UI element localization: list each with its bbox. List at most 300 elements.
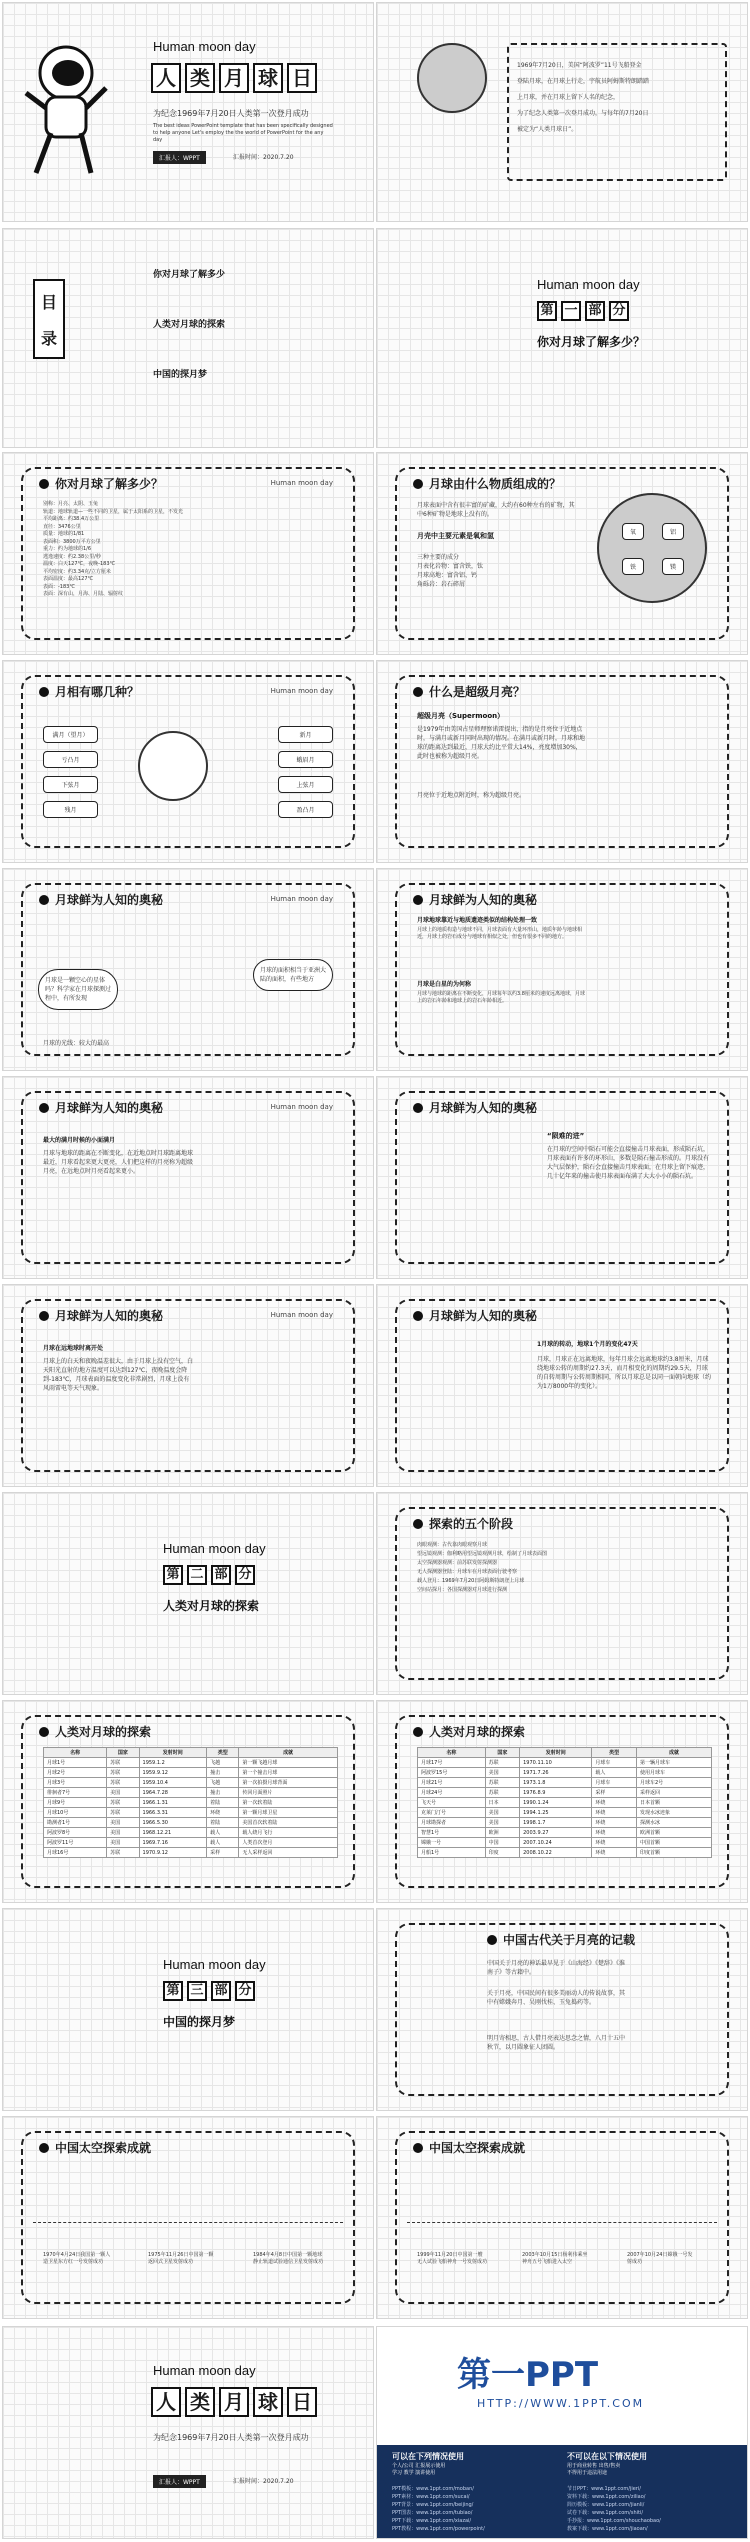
- stage-line: 太空探测器观测：前苏联发射探测器: [417, 1560, 498, 1566]
- cover-title-char: 月: [219, 63, 249, 93]
- part1-chars: [537, 301, 629, 321]
- slide-frame: [395, 2131, 729, 2304]
- table-cell: 撞击: [207, 1768, 239, 1778]
- table-cell: 撞击: [207, 1788, 239, 1798]
- slide-title: 探索的五个阶段: [413, 1515, 513, 1532]
- know-line: 质量：地球的1/81: [43, 531, 85, 537]
- slide-cover: [2, 2, 374, 222]
- table-cell: 1966.3.31: [139, 1808, 207, 1818]
- table-row: [44, 1818, 338, 1828]
- slide-part3: [2, 1908, 374, 2111]
- mystery-bottom: 月球的光线：较大的最高: [43, 1040, 110, 1047]
- slide-brand: [376, 2326, 748, 2539]
- table-cell: 苏联: [485, 1778, 519, 1788]
- end-title: [151, 2387, 317, 2417]
- cover-title-char: 日: [287, 63, 317, 93]
- table-cell: 着陆: [207, 1798, 239, 1808]
- table-cell: 月球10号: [44, 1808, 107, 1818]
- slide-ancient: [376, 1908, 748, 2111]
- table-cell: 月球车: [592, 1778, 637, 1788]
- cloud-note: 月球的面积相当于亚洲大陆的面积，有些地方: [253, 959, 333, 991]
- table-row: [418, 1768, 712, 1778]
- table-cell: 苏联: [107, 1798, 139, 1808]
- mystery-text: 在月球的空间中陨石可能会直接撞击月球表面，形成陨石坑，月球表面有许多的环形山，多数是陨石撞击形成的。月球没有大气层保护，陨石会直接撞击月球表面，在月球上留下痕迹，几十亿年来的撞击使月球表面布满了大大小小的陨石坑。: [547, 1146, 710, 1180]
- toc-heading: 目录: [33, 279, 65, 359]
- table-cell: 欧洲首颗: [636, 1828, 711, 1838]
- table-cell: 环绕: [592, 1818, 637, 1828]
- slide-frame: [395, 675, 729, 848]
- slide-phase: [2, 660, 374, 863]
- can-use-item: 个人/公司 汇报展示使用: [392, 2463, 446, 2469]
- matter-line: 三种主要的成分: [417, 554, 460, 561]
- history-item: 为了纪念人类第一次登月成功，与每年的7月20日: [517, 110, 649, 117]
- table-row: [418, 1788, 712, 1798]
- table-cell: 中国首颗: [636, 1838, 711, 1848]
- table-row: [418, 1818, 712, 1828]
- table-row: [418, 1758, 712, 1768]
- cover-title: [151, 63, 317, 93]
- can-use-item: 学习 教学 演讲使用: [392, 2470, 436, 2476]
- history-item: 被定为“人类月球日”。: [517, 126, 578, 133]
- slide-title: 你对月球了解多少？: [39, 475, 163, 492]
- table-cell: 美国: [485, 1768, 519, 1778]
- cover-presenter: 汇报人：WPPT: [153, 151, 206, 164]
- table-cell: 载人: [207, 1838, 239, 1848]
- brand-logo: 第一PPT: [457, 2355, 599, 2395]
- table-cell: 采样: [207, 1848, 239, 1858]
- link-list: [567, 2485, 661, 2533]
- timeline-item: 1984年4月8日中国第一颗地球静止轨道试验通信卫星发射成功: [253, 2252, 324, 2265]
- part2-title: 人类对月球的探索: [163, 1599, 260, 1613]
- cover-title-char: 人: [151, 63, 181, 93]
- table-header: 发射时间: [520, 1748, 592, 1758]
- table-row: [44, 1768, 338, 1778]
- table-cell: 环绕: [592, 1808, 637, 1818]
- slide-title: 中国太空探索成就: [39, 2139, 151, 2156]
- slide-title: 月球鲜为人知的奥秘: [39, 1099, 163, 1116]
- part3-char: 三: [187, 1981, 207, 2001]
- table-cell: 1964.7.28: [139, 1788, 207, 1798]
- timeline-item: 2003年10月15日杨利伟乘坐神舟五号飞船进入太空: [522, 2252, 588, 2265]
- end-title-char: 日: [287, 2387, 317, 2417]
- table-cell: 美国: [107, 1828, 139, 1838]
- history-item: 上月球，并在月球上留下人名的纪念，: [517, 94, 620, 101]
- table-cell: 1959.1.2: [139, 1758, 207, 1768]
- table-cell: 美国: [107, 1838, 139, 1848]
- ancient-text: 中国关于月亮的神话最早见于《山海经》《楚辞》《淮南子》等古籍中。: [487, 1960, 626, 1976]
- table-cell: 苏联: [485, 1788, 519, 1798]
- link-item[interactable]: PPT模板：www.1ppt.com/moban/: [392, 2486, 474, 2492]
- table-cell: 月球车2号: [636, 1778, 711, 1788]
- know-line: 别称：月亮、太阴、玉兔: [43, 501, 99, 507]
- table-cell: 苏联: [485, 1758, 519, 1768]
- timeline-item: 2007年10月24日嫦娥一号发射成功: [627, 2252, 693, 2265]
- link-item[interactable]: PPT下载：www.1ppt.com/xiazai/: [392, 2518, 472, 2524]
- link-item[interactable]: 节日PPT：www.1ppt.com/jieri/: [567, 2486, 641, 2492]
- table-cell: 2007.10.24: [520, 1838, 592, 1848]
- slide-hmd: Human moon day: [270, 1103, 333, 1111]
- slide-hmd: Human moon day: [270, 1311, 333, 1319]
- table-cell: 着陆: [207, 1818, 239, 1828]
- slide-history: [376, 2, 748, 222]
- table-cell: 传回月面照片: [239, 1788, 338, 1798]
- table-cell: 飞越: [207, 1778, 239, 1788]
- toc-item[interactable]: 你对月球了解多少: [153, 270, 226, 280]
- table-header: 类型: [207, 1748, 239, 1758]
- cannot-use-title: 不可以在以下情况使用: [567, 2452, 647, 2461]
- end-subtitle: 为纪念1969年7月20日人类第一次登月成功: [153, 2433, 309, 2442]
- slide-mystery-6: [376, 1284, 748, 1487]
- matter-sub: 月壳中主要元素是氧和氢: [417, 532, 494, 540]
- mystery-text: 月球上的地质构造与地球不同，月球表面有大量环形山，地质年龄与地球相近，月球上的岩石成分与地球有相似之处，但也有很多不同的地方。: [417, 927, 583, 940]
- table-cell: 美国: [107, 1788, 139, 1798]
- table-cell: 月船1号: [418, 1848, 486, 1858]
- table-cell: 第一辆月球车: [636, 1758, 711, 1768]
- toc-item[interactable]: 中国的探月梦: [153, 370, 208, 380]
- link-item[interactable]: 试卷下载：www.1ppt.com/shiti/: [567, 2510, 644, 2516]
- table-row: [418, 1798, 712, 1808]
- moon-illustration: [417, 43, 487, 113]
- table-cell: 中国: [485, 1838, 519, 1848]
- matter-intro: 月球表面中含有很丰富的矿藏，大约有60种左右的矿物，其中6种矿物是地球上没有的。: [417, 502, 575, 518]
- table-header: 国家: [107, 1748, 139, 1758]
- ancient-text: 关于月亮，中国民间有很多美丽动人的传说故事，其中有嫦娥奔月、吴刚伐桂、玉兔捣药等。: [487, 1990, 626, 2006]
- slide-toc: [2, 228, 374, 448]
- table-cell: 1973.1.8: [520, 1778, 592, 1788]
- know-line: 直径：3476公里: [43, 523, 81, 530]
- table-cell: 欧洲: [485, 1828, 519, 1838]
- cannot-use-list: [567, 2463, 620, 2477]
- end-title-char: 月: [219, 2387, 249, 2417]
- table-cell: 克莱门汀号: [418, 1808, 486, 1818]
- stage-line: 肉眼观测：古代靠肉眼观察月球: [417, 1542, 488, 1548]
- end-title-char: 球: [253, 2387, 283, 2417]
- ancient-text: 明月寄相思，古人借月亮表达思念之情，八月十五中秋节，以月圆象征人团圆。: [487, 2035, 626, 2051]
- table-cell: 采样: [592, 1788, 637, 1798]
- table-cell: 1966.5.30: [139, 1818, 207, 1828]
- know-line: 平均密度：约3.34克/立方厘米: [43, 568, 111, 575]
- end-hmd: Human moon day: [153, 2363, 256, 2378]
- element-label: 镁: [662, 558, 684, 575]
- table-cell: 苏联: [107, 1778, 139, 1788]
- table-cell: 阿波罗8号: [44, 1828, 107, 1838]
- table-header: 成就: [239, 1748, 338, 1758]
- table-cell: 月球16号: [44, 1848, 107, 1858]
- table-cell: 苏联: [107, 1808, 139, 1818]
- table-cell: 飞天号: [418, 1798, 486, 1808]
- slide-table-2: [376, 1700, 748, 1903]
- mystery-text: 月球，月球正在远离地球，每年月球会远离地球约3.8厘米，月球绕地球公转的周期约27.3天，而月相变化的周期约29.5天，月球的自转周期与公转周期相同，所以月球总是以同一面朝向地球（约为1万8000年的变化）。: [537, 1356, 712, 1390]
- cover-date: 汇报时间：2020.7.20: [233, 154, 294, 161]
- table-row: [418, 1828, 712, 1838]
- table-cell: 美国: [485, 1818, 519, 1828]
- timeline-item: 1975年11月26日中国第一颗返回式卫星发射成功: [148, 2252, 214, 2265]
- slide-hmd: Human moon day: [270, 895, 333, 903]
- slide-mystery-1: [2, 868, 374, 1071]
- part2-char: 二: [187, 1565, 207, 1585]
- table-row: [44, 1838, 338, 1848]
- slide-title: 中国古代关于月亮的记载: [487, 1931, 635, 1948]
- know-line: 表面积：3800万平方公里: [43, 538, 101, 545]
- table-cell: 苏联: [107, 1758, 139, 1768]
- exploration-table: [43, 1747, 338, 1858]
- element-label: 铝: [662, 523, 684, 540]
- phase-label: 残月: [43, 801, 98, 818]
- can-use-title: 可以在下列情况使用: [392, 2452, 464, 2461]
- stage-line: 载人登月：1969年7月20日阿姆斯特朗登上月球: [417, 1578, 525, 1584]
- part2-char: 分: [235, 1565, 255, 1585]
- slide-part1: [376, 228, 748, 448]
- link-item[interactable]: 教案下载：www.1ppt.com/jiaoan/: [567, 2526, 648, 2532]
- link-item[interactable]: PPT素材：www.1ppt.com/sucai/: [392, 2494, 470, 2500]
- table-cell: 印度首颗: [636, 1848, 711, 1858]
- table-header: 名称: [418, 1748, 486, 1758]
- slide-title: 月球鲜为人知的奥秘: [413, 1099, 537, 1116]
- know-line: 表面温度：最高127℃: [43, 576, 94, 582]
- table-row: [44, 1848, 338, 1858]
- table-cell: 月球勘探者: [418, 1818, 486, 1828]
- part3-title: 中国的探月梦: [163, 2015, 236, 2029]
- mystery-heading: 月球在远地球时离开处: [43, 1345, 104, 1352]
- table-cell: 飞越: [207, 1758, 239, 1768]
- know-line: 表面：-183℃: [43, 583, 75, 590]
- know-line: 表面：深有山，月海、月陆、辐射纹: [43, 591, 124, 597]
- part1-char: 分: [609, 301, 629, 321]
- table-cell: 月球24号: [418, 1788, 486, 1798]
- table-cell: 使用月球车: [636, 1768, 711, 1778]
- slide-know: [2, 452, 374, 655]
- slide-frame: [21, 1091, 355, 1264]
- table-row: [418, 1838, 712, 1848]
- table-cell: 第一次拍摄月球背面: [239, 1778, 338, 1788]
- table-cell: 智慧1号: [418, 1828, 486, 1838]
- slide-title: 人类对月球的探索: [413, 1723, 525, 1740]
- mystery-text: 月球与地球的距离在不断变化，在近地点时月球距离地球最近，月球看起来更大更亮，人们把这样的月亮称为超级月亮，在远地点时月亮看起来更小。: [43, 1150, 194, 1175]
- table-cell: 1959.10.4: [139, 1778, 207, 1788]
- phase-label: 满月（望月）: [43, 726, 98, 743]
- table-cell: 环绕: [592, 1838, 637, 1848]
- table-row: [418, 1808, 712, 1818]
- matter-line: 月表化岩物：富含铁，钛: [417, 563, 484, 570]
- table-cell: 第一个撞击月球: [239, 1768, 338, 1778]
- table-cell: 1994.1.25: [520, 1808, 592, 1818]
- mystery-quote: “陨难的进”: [547, 1132, 585, 1140]
- brand-footer: [377, 2445, 748, 2539]
- part3-char: 分: [235, 1981, 255, 2001]
- slide-frame: [395, 1923, 729, 2096]
- cannot-use-item: 不得用于违法用途: [567, 2470, 608, 2476]
- cover-subtitle: 为纪念1969年7月20日人类第一次登月成功: [153, 109, 309, 118]
- link-item[interactable]: 手抄报：www.1ppt.com/shouchaobao/: [567, 2518, 661, 2524]
- table-cell: 日本首颗: [636, 1798, 711, 1808]
- table-cell: 环绕: [592, 1828, 637, 1838]
- moon-phase-ring: [138, 731, 208, 801]
- table-row: [44, 1758, 338, 1768]
- table-cell: 阿波罗11号: [44, 1838, 107, 1848]
- table-cell: 环绕: [592, 1798, 637, 1808]
- table-cell: 载人: [207, 1828, 239, 1838]
- table-cell: 美国: [107, 1818, 139, 1828]
- table-cell: 探测水冰: [636, 1818, 711, 1828]
- slide-title: 什么是超级月亮？: [413, 683, 525, 700]
- mystery-text: 月球与地球的距离在不断变化，月球每年以约3.8厘米的速度远离地球，月球上的岩石年龄和地球上的岩石年龄相近。: [417, 991, 585, 1004]
- table-row: [44, 1788, 338, 1798]
- brand-header: [377, 2327, 748, 2445]
- table-row: [44, 1798, 338, 1808]
- table-cell: 发现水冰迹象: [636, 1808, 711, 1818]
- link-item[interactable]: 简历模板：www.1ppt.com/jianli/: [567, 2502, 645, 2508]
- table-row: [44, 1828, 338, 1838]
- phase-label: 蛾眉月: [278, 751, 333, 768]
- table-cell: 月球1号: [44, 1758, 107, 1768]
- table-cell: 月球9号: [44, 1798, 107, 1808]
- slide-frame: [395, 883, 729, 1056]
- table-cell: 1971.7.26: [520, 1768, 592, 1778]
- table-cell: 月球车: [592, 1758, 637, 1768]
- end-date: 汇报时间：2020.7.20: [233, 2478, 294, 2485]
- brand-url[interactable]: HTTP://WWW.1PPT.COM: [477, 2397, 645, 2410]
- part3-chars: [163, 1981, 255, 2001]
- table-cell: 载人: [592, 1768, 637, 1778]
- phase-label: 下弦月: [43, 776, 98, 793]
- table-cell: 环绕: [592, 1848, 637, 1858]
- phase-label: 新月: [278, 726, 333, 743]
- table-cell: 月球17号: [418, 1758, 486, 1768]
- know-line: 轨道：地球轨道—一些不同的卫星，属于太阳系的卫星，不发光: [43, 508, 184, 515]
- toc-item[interactable]: 人类对月球的探索: [153, 320, 226, 330]
- cloud-note: 月球是一颗空心的星体吗？科学家在月球探测过程中，有所发现: [38, 969, 118, 1010]
- table-cell: 2003.9.27: [520, 1828, 592, 1838]
- table-cell: 采样返回: [636, 1788, 711, 1798]
- stage-list: [417, 1541, 617, 1595]
- table-cell: 1976.8.9: [520, 1788, 592, 1798]
- know-line: 温度：白天127℃，夜晚-183℃: [43, 561, 116, 567]
- part2-hmd: Human moon day: [163, 1541, 266, 1556]
- table-cell: 第一次软着陆: [239, 1798, 338, 1808]
- cover-hmd: Human moon day: [153, 39, 256, 54]
- part2-char: 部: [211, 1565, 231, 1585]
- table-cell: 苏联: [107, 1848, 139, 1858]
- slide-china-1: [2, 2116, 374, 2319]
- slide-super: [376, 660, 748, 863]
- phase-label: 上弦月: [278, 776, 333, 793]
- table-cell: 1970.11.10: [520, 1758, 592, 1768]
- table-cell: 1968.12.21: [139, 1828, 207, 1838]
- part1-char: 第: [537, 301, 557, 321]
- super-text: 是1979年由美国占星师理察诺雷提出，指的是月亮位于近地点时，与满月或新月同时出现的情况。在满月或新月时，月球和地球的距离达到最近，月球大约比平常大14%，亮度增加30%，此时也被称为超级月亮。: [417, 726, 586, 760]
- slide-title: 中国太空探索成就: [413, 2139, 525, 2156]
- table-cell: 日本: [485, 1798, 519, 1808]
- table-cell: 美国首次软着陆: [239, 1818, 338, 1828]
- slide-title: 月相有哪几种？: [39, 683, 139, 700]
- table-cell: 1966.1.31: [139, 1798, 207, 1808]
- table-cell: 印度: [485, 1848, 519, 1858]
- table-cell: 1990.1.24: [520, 1798, 592, 1808]
- slide-title: 月球由什么物质组成的？: [413, 475, 561, 492]
- slide-mystery-5: [2, 1284, 374, 1487]
- table-header: 名称: [44, 1748, 107, 1758]
- table-cell: 第一颗月球卫星: [239, 1808, 338, 1818]
- table-cell: 月球21号: [418, 1778, 486, 1788]
- link-list: [392, 2485, 485, 2533]
- table-cell: 环绕: [207, 1808, 239, 1818]
- slide-hmd: Human moon day: [270, 687, 333, 695]
- end-title-char: 类: [185, 2387, 215, 2417]
- timeline-item: 1999年11月20日中国第一艘无人试验飞船神舟一号发射成功: [417, 2252, 488, 2265]
- timeline-line: [407, 2222, 717, 2223]
- link-item[interactable]: 资料下载：www.1ppt.com/ziliao/: [567, 2494, 646, 2500]
- table-cell: 徘徊者7号: [44, 1788, 107, 1798]
- phase-label: 亏凸月: [43, 751, 98, 768]
- matter-line: 角砾岩：岩石碎屑: [417, 581, 466, 588]
- phase-label: 盈凸月: [278, 801, 333, 818]
- mystery-heading: 月球是白星的为何称: [417, 981, 472, 988]
- mystery-text: 月球上的白天和夜晚温差很大，由于月球上没有空气，白天阳光直射的地方温度可以达到127℃，夜晚温度会降到-183℃，月球表面的温度变化非常剧烈，月球上没有风雨雷电等天气现象。: [43, 1358, 194, 1392]
- table-row: [44, 1778, 338, 1788]
- table-cell: 月球3号: [44, 1778, 107, 1788]
- cannot-use-item: 用于商业转售 出售/售卖: [567, 2463, 621, 2469]
- slide-mystery-4: [376, 1076, 748, 1279]
- part3-hmd: Human moon day: [163, 1957, 266, 1972]
- end-title-char: 人: [151, 2387, 181, 2417]
- mystery-heading: 1月球的转动，地球1个月的变化47天: [537, 1341, 638, 1348]
- slide-hmd: Human moon day: [270, 479, 333, 487]
- table-cell: 月球2号: [44, 1768, 107, 1778]
- matter-line: 月球高地：富含铝、钙: [417, 572, 478, 579]
- table-cell: 1970.9.12: [139, 1848, 207, 1858]
- part2-char: 第: [163, 1565, 183, 1585]
- element-label: 氧: [622, 523, 644, 540]
- know-line: 逃逸速度：约2.38公里/秒: [43, 553, 101, 560]
- mystery-heading: 月球地球靠近与地质遗迹类似的结构处理一致: [417, 917, 538, 924]
- mystery-heading: 最大的满月时候的小面满月: [43, 1137, 116, 1144]
- part2-chars: [163, 1565, 255, 1585]
- link-item[interactable]: PPT图表：www.1ppt.com/tubiao/: [392, 2510, 473, 2516]
- timeline-item: 1970年4月24日我国第一颗人造卫星东方红一号发射成功: [43, 2252, 111, 2265]
- slide-title: 月球鲜为人知的奥秘: [413, 891, 537, 908]
- link-item[interactable]: PPT教程：www.1ppt.com/powerpoint/: [392, 2526, 485, 2532]
- slide-stages: [376, 1492, 748, 1695]
- table-cell: 2008.10.22: [520, 1848, 592, 1858]
- element-label: 铁: [622, 558, 644, 575]
- cover-title-char: 球: [253, 63, 283, 93]
- table-cell: 人类首次登月: [239, 1838, 338, 1848]
- slide-title: 人类对月球的探索: [39, 1723, 151, 1740]
- stage-line: 望远镜观测：伽利略用望远镜观测月球，绘制了月球表面图: [417, 1551, 548, 1557]
- slide-table-1: [2, 1700, 374, 1903]
- part3-char: 第: [163, 1981, 183, 2001]
- stage-line: 无人探测器登陆：月球车在月球表面行驶考察: [417, 1569, 518, 1575]
- slide-part2: [2, 1492, 374, 1695]
- know-list: [43, 501, 223, 599]
- table-cell: 1969.7.16: [139, 1838, 207, 1848]
- can-use-list: [392, 2463, 445, 2477]
- super-heading: 超级月亮（Supermoon）: [417, 712, 505, 720]
- matter-list: [417, 553, 567, 589]
- table-header: 发射时间: [139, 1748, 207, 1758]
- know-line: 重力：约为地球的1/6: [43, 546, 92, 552]
- slide-china-2: [376, 2116, 748, 2319]
- history-list: [517, 58, 717, 138]
- slide-matter: [376, 452, 748, 655]
- end-presenter: 汇报人：WPPT: [153, 2475, 206, 2488]
- astronaut-illustration: [21, 33, 111, 187]
- table-cell: 载人绕月飞行: [239, 1828, 338, 1838]
- link-item[interactable]: PPT背景：www.1ppt.com/beijing/: [392, 2502, 474, 2508]
- part1-char: 部: [585, 301, 605, 321]
- know-line: 平均距离：约38.4万公里: [43, 516, 100, 522]
- slide-title: 月球鲜为人知的奥秘: [39, 891, 163, 908]
